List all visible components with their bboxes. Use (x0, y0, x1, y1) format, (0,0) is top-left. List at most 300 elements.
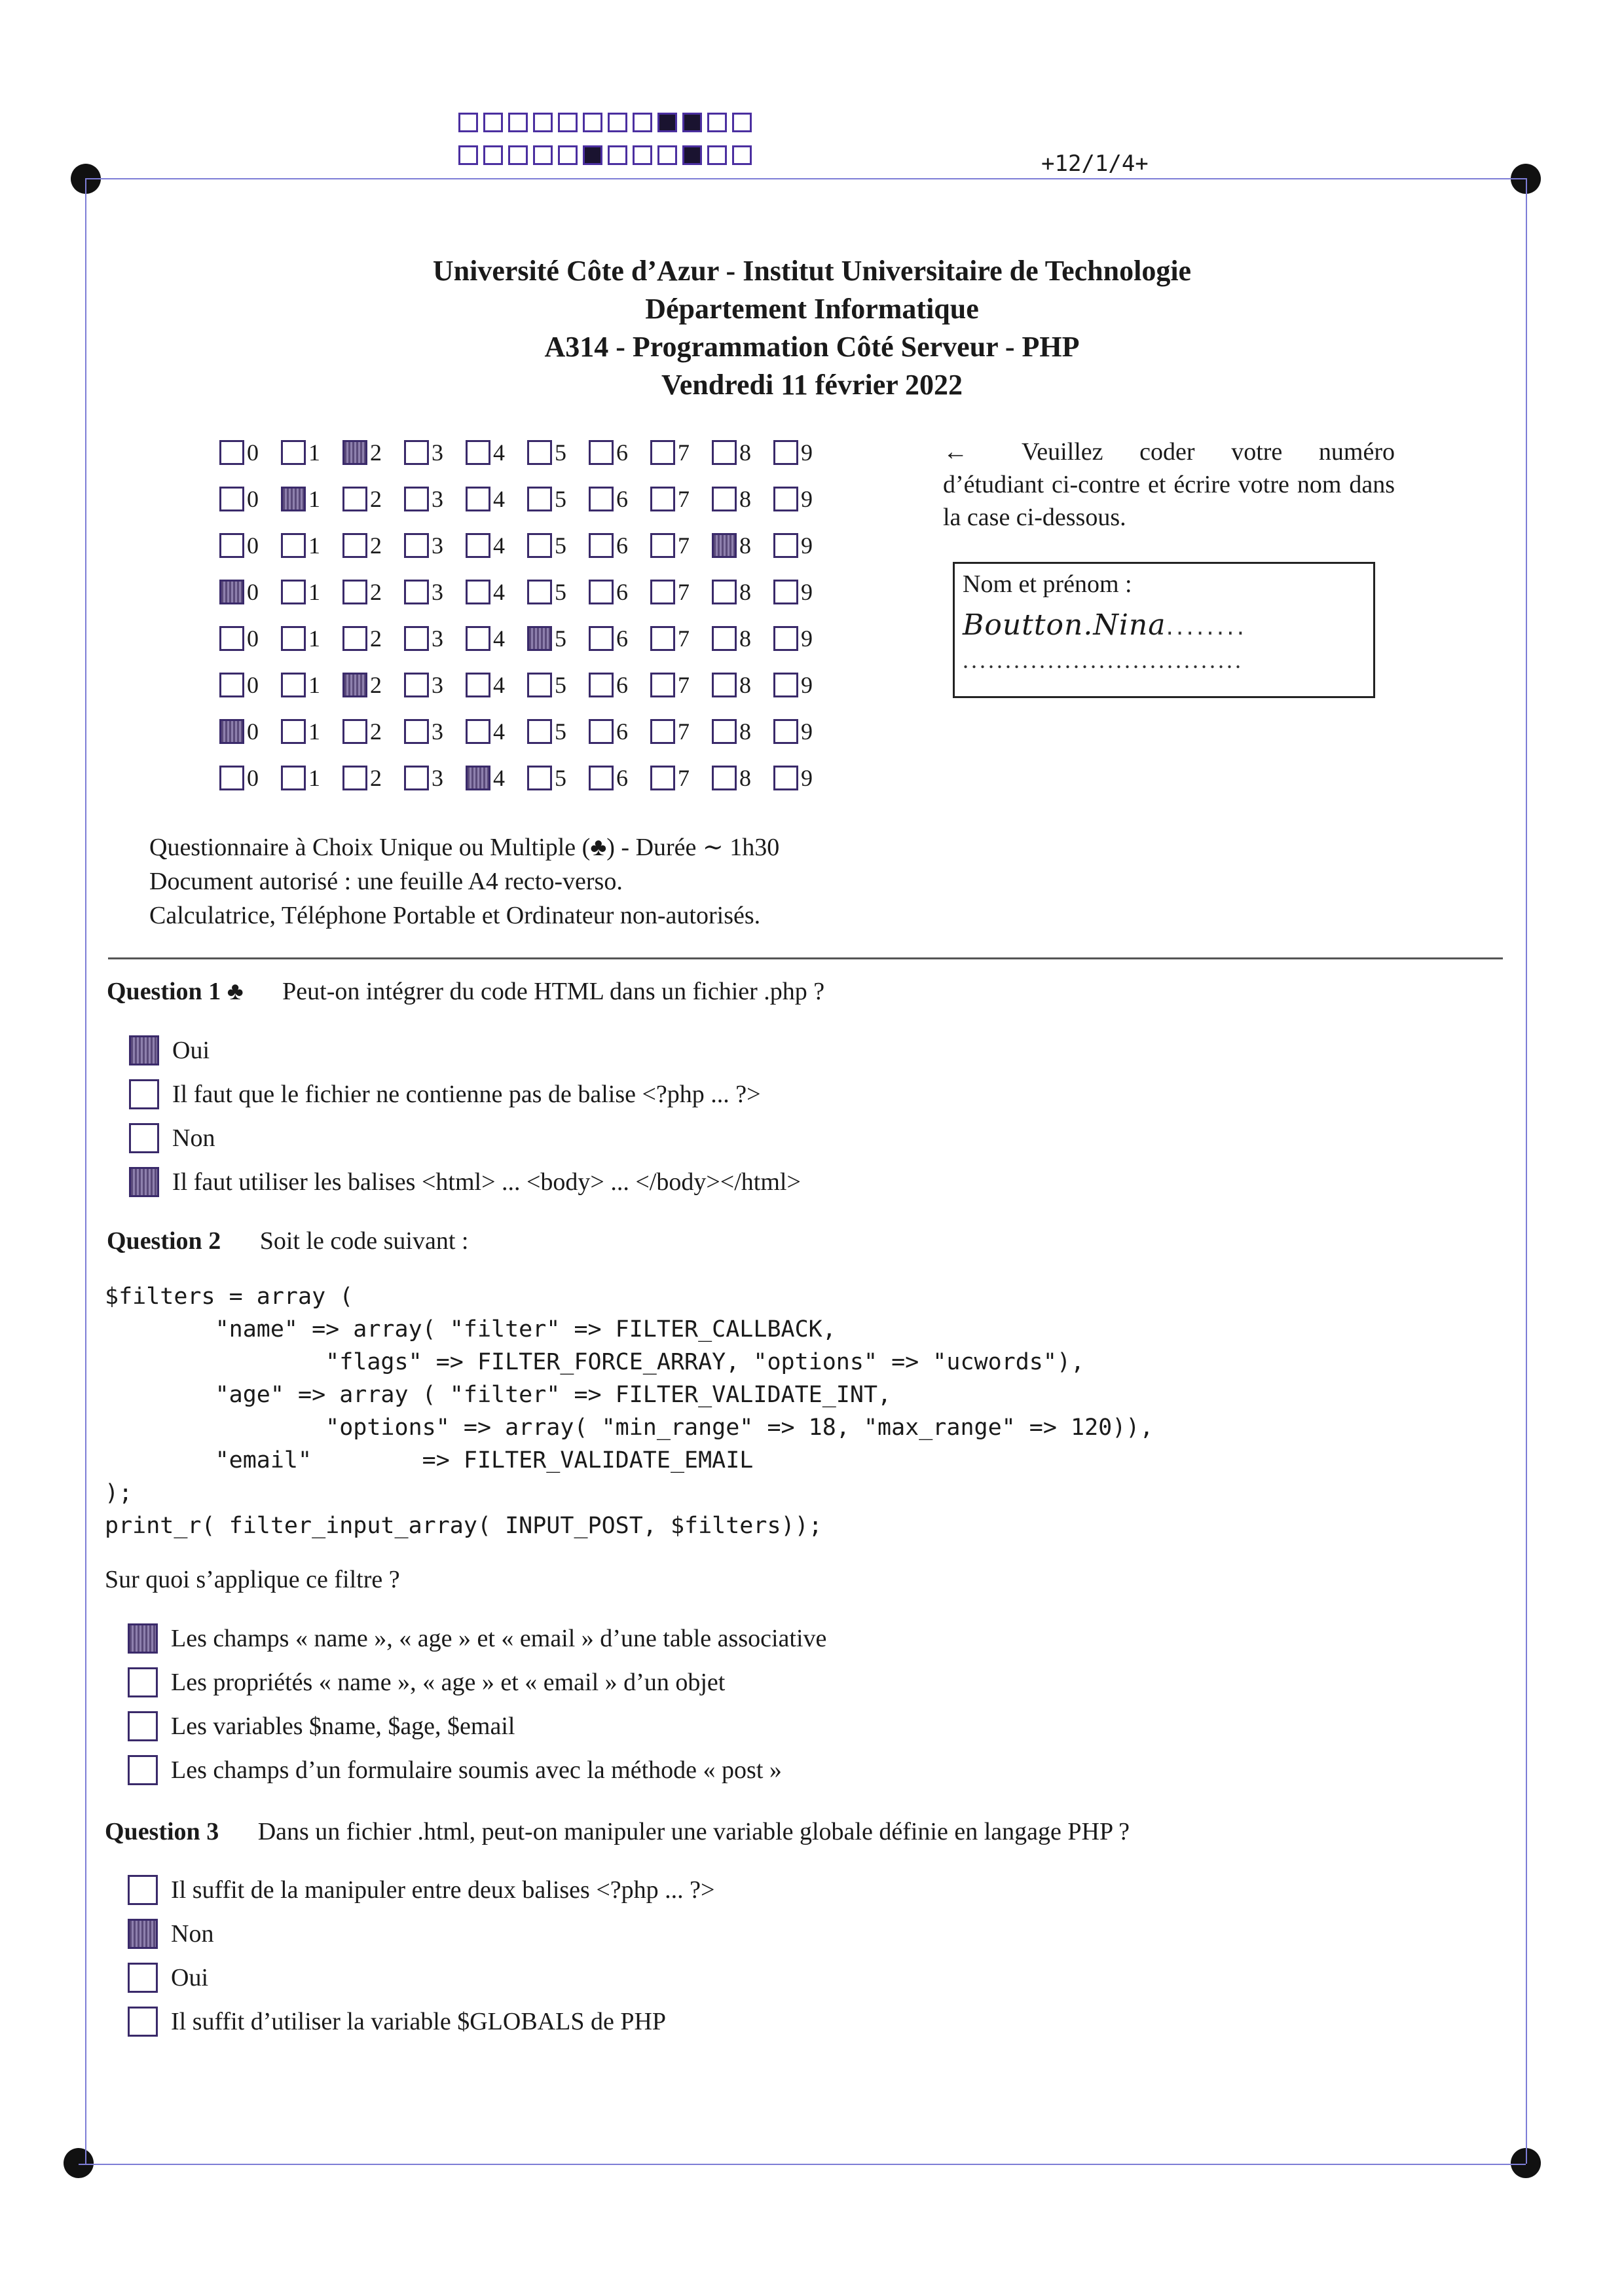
digit-label: 8 (739, 625, 751, 652)
code-bar-cell (657, 145, 677, 165)
digit-checkbox[interactable] (773, 440, 798, 465)
digit-label: 9 (801, 671, 813, 698)
answer-option[interactable] (128, 1616, 826, 1660)
digit-checkbox[interactable] (281, 626, 306, 651)
digit-checkbox[interactable] (527, 719, 552, 744)
digit-label: 8 (739, 718, 751, 745)
digit-option[interactable] (466, 764, 527, 792)
digit-label: 5 (555, 532, 566, 559)
digit-option[interactable] (527, 718, 589, 745)
digit-option[interactable] (281, 718, 342, 745)
digit-label: 6 (616, 764, 628, 791)
digit-option[interactable] (650, 485, 712, 513)
code-bar-cell (558, 113, 578, 132)
code-bar-cell (682, 145, 702, 165)
digit-label: 3 (432, 439, 443, 466)
digit-option[interactable] (712, 532, 773, 559)
digit-label: 2 (370, 578, 382, 605)
digit-checkbox[interactable] (404, 533, 429, 558)
digit-option[interactable] (404, 671, 466, 699)
digit-label: 0 (247, 718, 259, 745)
digit-label: 3 (432, 671, 443, 698)
frame-left-line (85, 178, 86, 2164)
student-number-grid (219, 429, 835, 801)
digit-option[interactable] (712, 764, 773, 792)
digit-option[interactable] (773, 439, 835, 466)
answer-option[interactable] (128, 1999, 714, 2043)
answer-checkbox[interactable] (128, 1711, 158, 1741)
digit-option[interactable] (466, 578, 527, 606)
digit-checkbox[interactable] (527, 487, 552, 511)
answer-option[interactable] (128, 1748, 826, 1792)
digit-label: 1 (308, 671, 320, 698)
exam-info (149, 830, 779, 933)
answer-text: Il suffit d’utiliser la variable $GLOBALS de PHP (171, 2007, 667, 2035)
answer-option[interactable] (128, 1704, 826, 1748)
digit-option[interactable] (712, 439, 773, 466)
digit-checkbox[interactable] (712, 533, 737, 558)
digit-option[interactable] (589, 532, 650, 559)
digit-label: 6 (616, 671, 628, 698)
digit-checkbox[interactable] (219, 580, 244, 604)
question-1-text: Peut-on intégrer du code HTML dans un fichier .php ? (282, 978, 825, 1005)
digit-checkbox[interactable] (342, 487, 367, 511)
answer-option[interactable] (129, 1072, 801, 1116)
digit-option[interactable] (773, 718, 835, 745)
digit-label: 4 (493, 625, 505, 652)
digit-checkbox[interactable] (219, 533, 244, 558)
digit-checkbox[interactable] (773, 487, 798, 511)
heading-university: Université Côte d’Azur - Institut Universitaire de Technologie (432, 255, 1192, 287)
digit-option[interactable] (773, 764, 835, 792)
digit-checkbox[interactable] (712, 487, 737, 511)
digit-checkbox[interactable] (219, 626, 244, 651)
digit-label: 7 (678, 439, 690, 466)
digit-checkbox[interactable] (712, 673, 737, 697)
digit-checkbox[interactable] (773, 719, 798, 744)
exam-info-line-2: Document autorisé : une feuille A4 recto-verso. (149, 868, 623, 895)
digit-checkbox[interactable] (589, 766, 614, 790)
heading-date: Vendredi 11 février 2022 (661, 369, 963, 401)
left-arrow-icon: ← (943, 438, 968, 466)
digit-option[interactable] (650, 439, 712, 466)
digit-option[interactable] (466, 718, 527, 745)
answer-checkbox[interactable] (128, 1963, 158, 1993)
answer-checkbox[interactable] (128, 1623, 158, 1654)
name-dots-line: ................................. (963, 647, 1244, 673)
digit-checkbox[interactable] (527, 673, 552, 697)
digit-option[interactable] (527, 578, 589, 606)
answer-checkbox[interactable] (129, 1123, 159, 1153)
digit-checkbox[interactable] (650, 580, 675, 604)
digit-checkbox[interactable] (466, 626, 490, 651)
code-bar-cell (533, 113, 553, 132)
digit-option[interactable] (527, 439, 589, 466)
digit-label: 7 (678, 625, 690, 652)
digit-checkbox[interactable] (342, 719, 367, 744)
digit-label: 1 (308, 625, 320, 652)
digit-checkbox[interactable] (342, 580, 367, 604)
digit-option[interactable] (650, 578, 712, 606)
digit-option[interactable] (281, 485, 342, 513)
digit-option[interactable] (466, 532, 527, 559)
digit-checkbox[interactable] (466, 487, 490, 511)
digit-option[interactable] (404, 625, 466, 652)
digit-option[interactable] (527, 485, 589, 513)
digit-checkbox[interactable] (466, 440, 490, 465)
answer-text: Les champs d’un formulaire soumis avec la méthode « post » (171, 1756, 782, 1784)
digit-label: 9 (801, 439, 813, 466)
digit-option[interactable] (466, 439, 527, 466)
digit-checkbox[interactable] (219, 487, 244, 511)
digit-option[interactable] (281, 439, 342, 466)
answer-text: Les propriétés « name », « age » et « email » d’un objet (171, 1668, 726, 1696)
frame-top-line (85, 178, 1526, 179)
digit-label: 5 (555, 718, 566, 745)
digit-checkbox[interactable] (589, 673, 614, 697)
digit-label: 0 (247, 578, 259, 605)
code-bar-cell (483, 145, 503, 165)
digit-checkbox[interactable] (342, 533, 367, 558)
digit-option[interactable] (281, 764, 342, 792)
exam-heading (0, 252, 1624, 404)
code-bar-row-1 (458, 113, 757, 132)
digit-option[interactable] (589, 439, 650, 466)
frame-right-line (1526, 178, 1527, 2164)
digit-option[interactable] (527, 764, 589, 792)
digit-option[interactable] (527, 671, 589, 699)
digit-checkbox[interactable] (650, 626, 675, 651)
digit-checkbox[interactable] (342, 673, 367, 697)
digit-checkbox[interactable] (404, 440, 429, 465)
digit-checkbox[interactable] (589, 533, 614, 558)
student-number-row (219, 708, 835, 754)
answer-option[interactable] (129, 1116, 801, 1160)
digit-checkbox[interactable] (527, 533, 552, 558)
digit-checkbox[interactable] (589, 580, 614, 604)
digit-option[interactable] (281, 671, 342, 699)
answer-option[interactable] (129, 1028, 801, 1072)
digit-label: 7 (678, 532, 690, 559)
digit-checkbox[interactable] (281, 673, 306, 697)
digit-label: 6 (616, 578, 628, 605)
instructions-text: Veuillez coder votre numéro d’étudiant ci-contre et écrire votre nom dans la case ci-dessous. (943, 438, 1395, 531)
digit-option[interactable] (342, 439, 404, 466)
digit-checkbox[interactable] (712, 440, 737, 465)
digit-option[interactable] (404, 718, 466, 745)
digit-checkbox[interactable] (650, 533, 675, 558)
digit-checkbox[interactable] (404, 673, 429, 697)
digit-option[interactable] (773, 532, 835, 559)
digit-checkbox[interactable] (404, 487, 429, 511)
digit-checkbox[interactable] (589, 626, 614, 651)
digit-checkbox[interactable] (281, 440, 306, 465)
digit-label: 2 (370, 625, 382, 652)
digit-option[interactable] (650, 764, 712, 792)
digit-checkbox[interactable] (589, 487, 614, 511)
code-bar-cell (483, 113, 503, 132)
digit-label: 4 (493, 578, 505, 605)
digit-checkbox[interactable] (527, 440, 552, 465)
digit-checkbox[interactable] (281, 487, 306, 511)
digit-option[interactable] (712, 625, 773, 652)
digit-option[interactable] (527, 532, 589, 559)
digit-label: 3 (432, 485, 443, 512)
code-bar-cell (682, 113, 702, 132)
heading-course: A314 - Programmation Côté Serveur - PHP (544, 331, 1080, 363)
digit-checkbox[interactable] (466, 719, 490, 744)
student-number-row (219, 661, 835, 708)
exam-info-line-1: Questionnaire à Choix Unique ou Multiple (♣) - Durée ∼ 1h30 (149, 834, 780, 861)
digit-label: 9 (801, 532, 813, 559)
digit-checkbox[interactable] (712, 580, 737, 604)
digit-label: 3 (432, 625, 443, 652)
digit-label: 9 (801, 718, 813, 745)
question-1-label: Question 1 ♣ (107, 978, 244, 1005)
digit-option[interactable] (589, 485, 650, 513)
digit-option[interactable] (219, 439, 281, 466)
digit-checkbox[interactable] (650, 440, 675, 465)
code-bar-cell (558, 145, 578, 165)
digit-label: 8 (739, 439, 751, 466)
digit-label: 9 (801, 625, 813, 652)
answer-checkbox[interactable] (128, 1667, 158, 1697)
digit-label: 1 (308, 578, 320, 605)
digit-checkbox[interactable] (219, 719, 244, 744)
digit-option[interactable] (712, 671, 773, 699)
digit-label: 0 (247, 764, 259, 791)
digit-checkbox[interactable] (712, 719, 737, 744)
student-number-row (219, 522, 835, 568)
question-3-answers (128, 1868, 714, 2043)
answer-checkbox[interactable] (128, 2007, 158, 2037)
student-number-row (219, 754, 835, 801)
digit-checkbox[interactable] (404, 626, 429, 651)
digit-option[interactable] (219, 578, 281, 606)
digit-option[interactable] (589, 578, 650, 606)
digit-checkbox[interactable] (773, 580, 798, 604)
answer-text: Oui (171, 1963, 208, 1991)
digit-option[interactable] (281, 532, 342, 559)
digit-option[interactable] (342, 718, 404, 745)
digit-option[interactable] (342, 764, 404, 792)
digit-label: 2 (370, 439, 382, 466)
digit-checkbox[interactable] (281, 766, 306, 790)
question-2-header (107, 1227, 468, 1255)
digit-checkbox[interactable] (281, 533, 306, 558)
digit-option[interactable] (342, 485, 404, 513)
code-bar-cell (732, 113, 752, 132)
digit-label: 2 (370, 718, 382, 745)
digit-option[interactable] (712, 485, 773, 513)
digit-option[interactable] (219, 532, 281, 559)
digit-option[interactable] (281, 625, 342, 652)
digit-label: 4 (493, 671, 505, 698)
digit-label: 0 (247, 671, 259, 698)
digit-option[interactable] (712, 578, 773, 606)
digit-label: 4 (493, 532, 505, 559)
digit-option[interactable] (466, 485, 527, 513)
digit-option[interactable] (589, 671, 650, 699)
question-2-label: Question 2 (107, 1227, 221, 1255)
digit-option[interactable] (466, 625, 527, 652)
digit-option[interactable] (650, 532, 712, 559)
digit-label: 1 (308, 439, 320, 466)
digit-checkbox[interactable] (527, 626, 552, 651)
digit-option[interactable] (589, 625, 650, 652)
digit-label: 3 (432, 718, 443, 745)
frame-bottom-line (79, 2164, 1526, 2165)
digit-option[interactable] (650, 625, 712, 652)
code-bar-cell (732, 145, 752, 165)
page-reference: +12/1/4+ (1041, 151, 1149, 177)
digit-option[interactable] (712, 718, 773, 745)
php-code-block: $filters = array ( "name" => array( "filter" => FILTER_CALLBACK, "flags" => FILTER_FORCE_ARRAY, "options" => "ucwords"), "age" => array ( "filter" => FILTER_VALIDATE_INT, "options" => array( "min_range" => 18, "max_range" => 120)), "email" => FILTER_VALIDATE_EMAIL ); print_r( filter_input_array( INPUT_POST, $filters)); (105, 1284, 1154, 1539)
digit-option[interactable] (219, 671, 281, 699)
digit-label: 2 (370, 532, 382, 559)
answer-checkbox[interactable] (128, 1755, 158, 1785)
digit-option[interactable] (219, 625, 281, 652)
answer-text: Il suffit de la manipuler entre deux balises <?php ... ?> (171, 1876, 715, 1904)
answer-option[interactable] (128, 1868, 714, 1912)
answer-option[interactable] (128, 1912, 714, 1955)
digit-label: 1 (308, 764, 320, 791)
digit-option[interactable] (773, 578, 835, 606)
digit-checkbox[interactable] (219, 440, 244, 465)
digit-option[interactable] (773, 485, 835, 513)
digit-option[interactable] (650, 671, 712, 699)
digit-option[interactable] (589, 764, 650, 792)
digit-checkbox[interactable] (773, 626, 798, 651)
digit-checkbox[interactable] (589, 719, 614, 744)
digit-option[interactable] (404, 485, 466, 513)
code-bar-cell (533, 145, 553, 165)
digit-checkbox[interactable] (773, 766, 798, 790)
answer-option[interactable] (128, 1955, 714, 1999)
digit-option[interactable] (466, 671, 527, 699)
answer-checkbox[interactable] (128, 1919, 158, 1949)
digit-option[interactable] (773, 671, 835, 699)
code-bar-row-2 (458, 145, 757, 165)
digit-checkbox[interactable] (466, 580, 490, 604)
digit-option[interactable] (589, 718, 650, 745)
digit-checkbox[interactable] (712, 766, 737, 790)
answer-text: Il faut que le fichier ne contienne pas de balise <?php ... ?> (172, 1080, 761, 1108)
digit-option[interactable] (404, 439, 466, 466)
question-1-answers (129, 1028, 801, 1204)
answer-text: Non (172, 1124, 215, 1152)
digit-label: 6 (616, 439, 628, 466)
digit-checkbox[interactable] (219, 766, 244, 790)
digit-checkbox[interactable] (281, 719, 306, 744)
digit-checkbox[interactable] (773, 673, 798, 697)
digit-option[interactable] (404, 764, 466, 792)
digit-checkbox[interactable] (712, 626, 737, 651)
digit-checkbox[interactable] (589, 440, 614, 465)
coding-instructions (943, 435, 1395, 534)
answer-checkbox[interactable] (129, 1167, 159, 1197)
question-3-label: Question 3 (105, 1818, 219, 1845)
digit-checkbox[interactable] (281, 580, 306, 604)
digit-label: 9 (801, 578, 813, 605)
digit-option[interactable] (527, 625, 589, 652)
digit-checkbox[interactable] (650, 719, 675, 744)
code-bar-cell (458, 113, 478, 132)
code-bar-cell (583, 145, 602, 165)
answer-text: Les variables $name, $age, $email (171, 1712, 515, 1740)
digit-label: 1 (308, 485, 320, 512)
digit-checkbox[interactable] (342, 766, 367, 790)
question-3-text: Dans un fichier .html, peut-on manipuler une variable globale définie en langage PHP ? (257, 1818, 1130, 1845)
digit-option[interactable] (219, 764, 281, 792)
answer-checkbox[interactable] (128, 1875, 158, 1905)
digit-checkbox[interactable] (466, 673, 490, 697)
digit-checkbox[interactable] (219, 673, 244, 697)
digit-checkbox[interactable] (404, 719, 429, 744)
digit-label: 5 (555, 671, 566, 698)
digit-label: 0 (247, 532, 259, 559)
digit-checkbox[interactable] (404, 580, 429, 604)
digit-checkbox[interactable] (342, 440, 367, 465)
digit-label: 5 (555, 764, 566, 791)
code-bar-cell (707, 113, 727, 132)
digit-option[interactable] (650, 718, 712, 745)
digit-option[interactable] (219, 718, 281, 745)
digit-option[interactable] (773, 625, 835, 652)
digit-option[interactable] (342, 532, 404, 559)
question-1-header (107, 977, 824, 1006)
digit-checkbox[interactable] (773, 533, 798, 558)
answer-text: Les champs « name », « age » et « email » d’une table associative (171, 1624, 827, 1652)
digit-label: 6 (616, 485, 628, 512)
digit-label: 7 (678, 764, 690, 791)
digit-checkbox[interactable] (527, 766, 552, 790)
code-bar-cell (508, 145, 528, 165)
digit-checkbox[interactable] (466, 533, 490, 558)
code-bar-cell (633, 113, 652, 132)
section-separator (108, 957, 1503, 959)
digit-option[interactable] (281, 578, 342, 606)
digit-option[interactable] (342, 625, 404, 652)
digit-option[interactable] (404, 578, 466, 606)
digit-option[interactable] (342, 671, 404, 699)
digit-label: 0 (247, 625, 259, 652)
answer-option[interactable] (129, 1160, 801, 1204)
digit-label: 4 (493, 485, 505, 512)
digit-checkbox[interactable] (650, 766, 675, 790)
digit-checkbox[interactable] (650, 487, 675, 511)
name-box[interactable] (953, 562, 1375, 698)
answer-checkbox[interactable] (129, 1035, 159, 1065)
digit-label: 8 (739, 671, 751, 698)
digit-checkbox[interactable] (404, 766, 429, 790)
question-2-answers (128, 1616, 826, 1792)
digit-checkbox[interactable] (650, 673, 675, 697)
answer-option[interactable] (128, 1660, 826, 1704)
digit-option[interactable] (342, 578, 404, 606)
digit-checkbox[interactable] (466, 766, 490, 790)
digit-checkbox[interactable] (342, 626, 367, 651)
answer-checkbox[interactable] (129, 1079, 159, 1109)
digit-option[interactable] (219, 485, 281, 513)
digit-label: 0 (247, 485, 259, 512)
digit-label: 8 (739, 532, 751, 559)
digit-option[interactable] (404, 532, 466, 559)
digit-checkbox[interactable] (527, 580, 552, 604)
digit-label: 5 (555, 439, 566, 466)
name-box-title: Nom et prénom : (963, 570, 1132, 598)
digit-label: 4 (493, 764, 505, 791)
